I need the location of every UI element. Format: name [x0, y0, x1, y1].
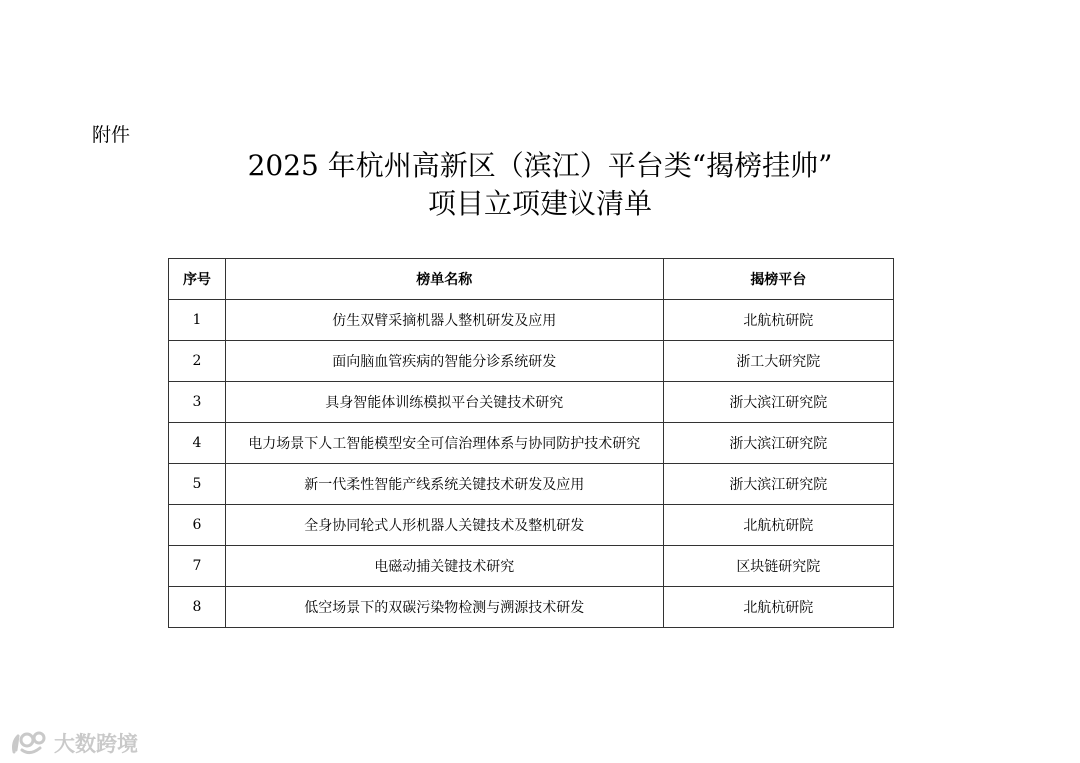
table-row [169, 341, 894, 382]
header-list-name: 榜单名称 [225, 259, 663, 300]
table-row [169, 546, 894, 587]
row-list-name: 电力场景下人工智能模型安全可信治理体系与协同防护技术研究 [225, 423, 663, 464]
table-row [169, 464, 894, 505]
row-serial: 4 [169, 423, 226, 464]
document-title-line1: 2025 年杭州高新区（滨江）平台类“揭榜挂帅” [247, 149, 833, 182]
header-serial: 序号 [169, 259, 226, 300]
row-list-name: 低空场景下的双碳污染物检测与溯源技术研发 [225, 587, 663, 628]
row-platform: 浙大滨江研究院 [663, 423, 893, 464]
row-platform: 北航杭研院 [663, 587, 893, 628]
row-list-name: 具身智能体训练模拟平台关键技术研究 [225, 382, 663, 423]
row-list-name: 仿生双臂采摘机器人整机研发及应用 [225, 300, 663, 341]
table-row [169, 587, 894, 628]
table-row [169, 382, 894, 423]
row-serial: 2 [169, 341, 226, 382]
watermark-text: 大数跨境 [54, 732, 138, 756]
table-row [169, 505, 894, 546]
attachment-label: 附件 [92, 124, 131, 146]
row-serial: 7 [169, 546, 226, 587]
row-list-name: 新一代柔性智能产线系统关键技术研发及应用 [225, 464, 663, 505]
table-row [169, 423, 894, 464]
table-header-row [169, 259, 894, 300]
row-serial: 5 [169, 464, 226, 505]
document-title-line2: 项目立项建议清单 [427, 187, 652, 220]
table-row [169, 300, 894, 341]
row-list-name: 全身协同轮式人形机器人关键技术及整机研发 [225, 505, 663, 546]
row-list-name: 面向脑血管疾病的智能分诊系统研发 [225, 341, 663, 382]
row-list-name: 电磁动捕关键技术研究 [225, 546, 663, 587]
watermark [10, 728, 138, 758]
brand-logo-icon [10, 730, 50, 756]
project-list-table [168, 258, 894, 628]
row-platform: 浙大滨江研究院 [663, 464, 893, 505]
row-platform: 区块链研究院 [663, 546, 893, 587]
row-serial: 6 [169, 505, 226, 546]
row-platform: 北航杭研院 [663, 300, 893, 341]
row-platform: 浙工大研究院 [663, 341, 893, 382]
row-serial: 8 [169, 587, 226, 628]
header-platform: 揭榜平台 [663, 259, 893, 300]
row-serial: 3 [169, 382, 226, 423]
row-platform: 浙大滨江研究院 [663, 382, 893, 423]
row-serial: 1 [169, 300, 226, 341]
row-platform: 北航杭研院 [663, 505, 893, 546]
